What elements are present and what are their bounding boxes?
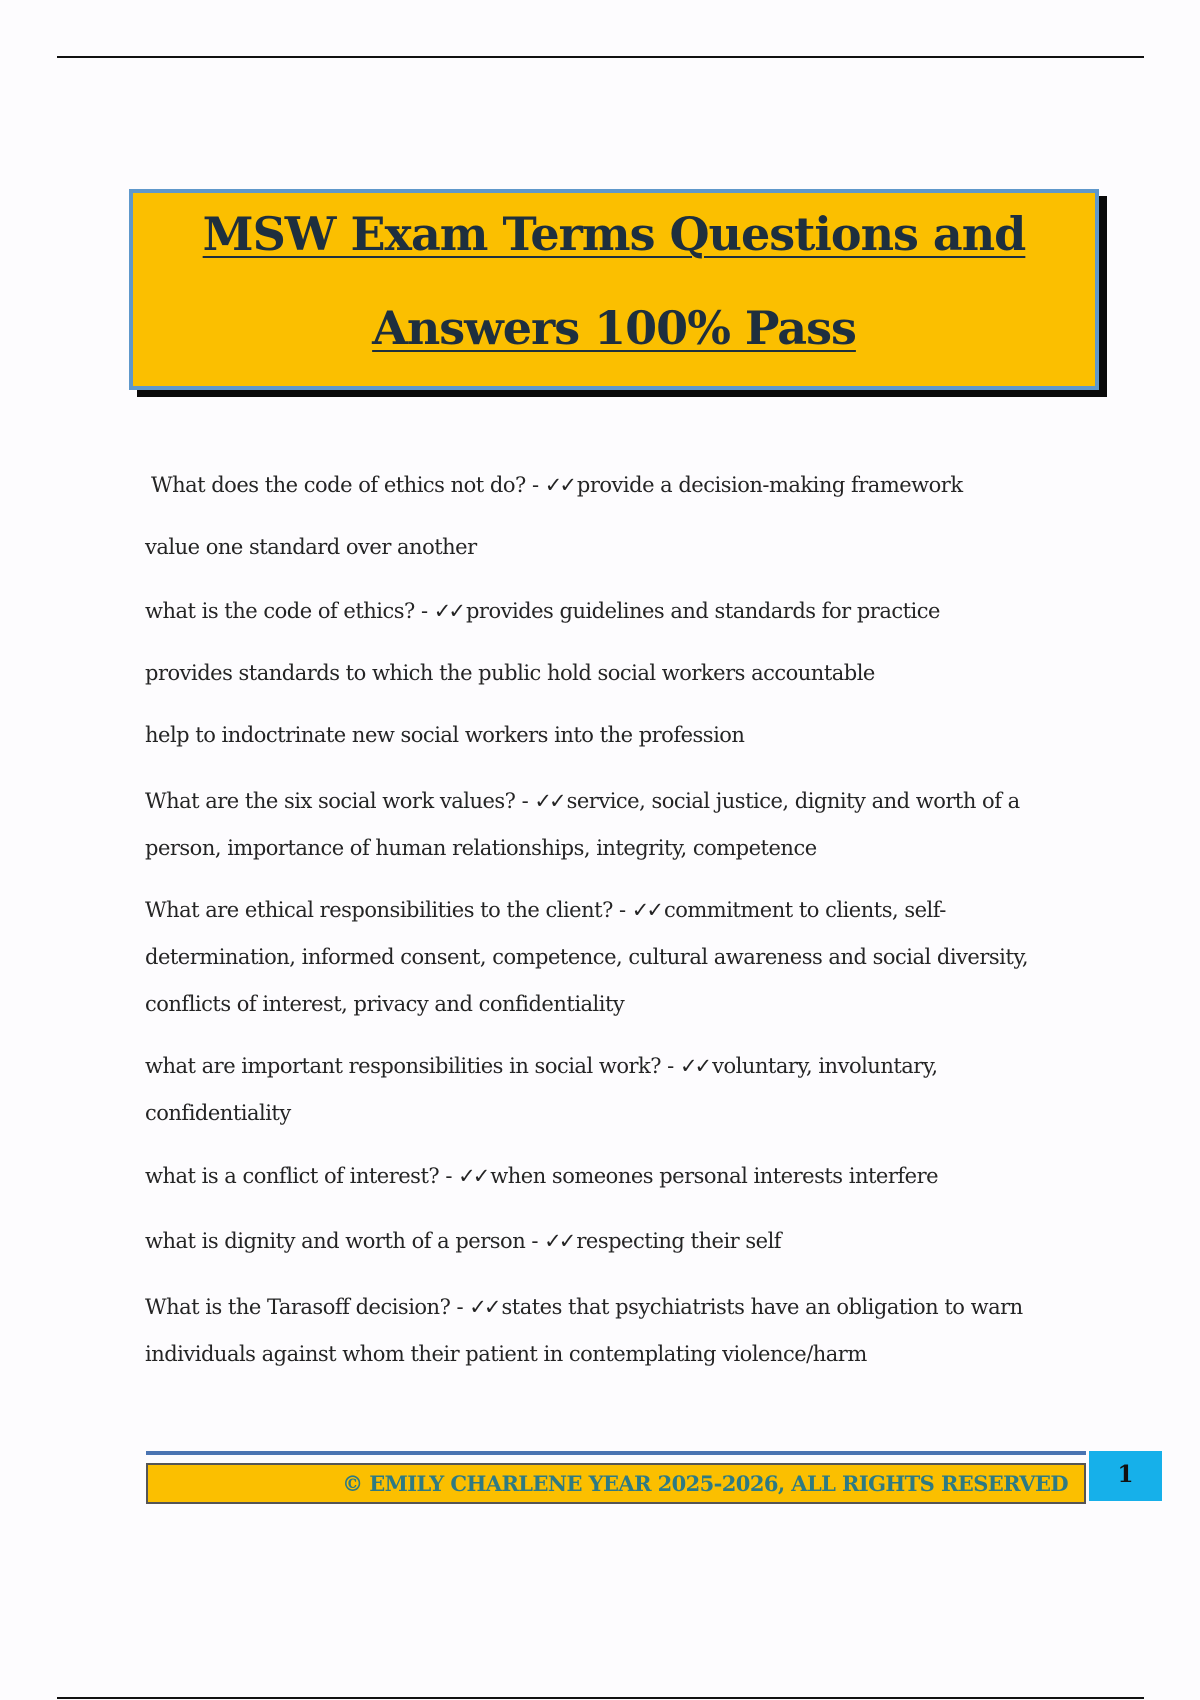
answer-text: determination, informed consent, competence, cultural awareness and social diversity,: [145, 945, 1029, 969]
answer-text: when someones personal interests interfere: [490, 1164, 939, 1188]
qa-item: [145, 1153, 1085, 1200]
check-mark-icon: ✓✓: [631, 898, 661, 922]
bottom-rule: [57, 1697, 1144, 1699]
check-mark-icon: ✓✓: [534, 789, 564, 813]
answer-text: provides guidelines and standards for practice: [465, 599, 940, 623]
answer-text: confidentiality: [145, 1101, 291, 1125]
answer-text: provides standards to which the public hold social workers accountable: [145, 661, 875, 685]
question-text: What is the Tarasoff decision? -: [145, 1295, 470, 1319]
answer-text: individuals against whom their patient in contemplating violence/harm: [145, 1342, 867, 1366]
question-text: what is dignity and worth of a person -: [145, 1229, 545, 1253]
answer-text: help to indoctrinate new social workers into the profession: [145, 723, 745, 747]
question-text: what are important responsibilities in social work? -: [145, 1054, 680, 1078]
qa-item: [145, 1043, 1085, 1090]
check-mark-icon: ✓✓: [679, 1054, 710, 1078]
qa-item: [151, 462, 1091, 509]
answer-text: provide a decision-making framework: [576, 473, 963, 497]
answer-line: [145, 524, 1085, 571]
answer-line: [145, 712, 1085, 759]
check-mark-icon: ✓✓: [458, 1164, 488, 1188]
qa-item: [145, 1284, 1085, 1331]
answer-text: commitment to clients, self-: [663, 898, 946, 922]
question-text: what is the code of ethics? -: [145, 599, 434, 623]
answer-text: value one standard over another: [145, 535, 477, 559]
page-number: 1: [1089, 1451, 1162, 1501]
answer-continuation: [145, 1331, 1085, 1378]
answer-text: service, social justice, dignity and worth of a: [566, 789, 1020, 813]
copyright-notice: © EMILY CHARLENE YEAR 2025-2026, ALL RIGHTS RESERVED: [146, 1463, 1086, 1504]
answer-continuation: [145, 934, 1085, 981]
check-mark-icon: ✓✓: [544, 1229, 574, 1253]
question-text: What are ethical responsibilities to the client? -: [145, 898, 632, 922]
answer-continuation: [145, 825, 1085, 872]
document-title-line-1: MSW Exam Terms Questions and: [202, 207, 1026, 261]
qa-item: [145, 1218, 1085, 1265]
answer-text: voluntary, involuntary,: [712, 1054, 938, 1078]
answer-text: respecting their self: [576, 1229, 782, 1253]
document-title-line-2: Answers 100% Pass: [372, 301, 856, 355]
qa-item: [145, 778, 1085, 825]
check-mark-icon: ✓✓: [544, 473, 574, 497]
answer-line: [145, 650, 1085, 697]
answer-continuation: [145, 1090, 1085, 1137]
qa-item: [145, 887, 1085, 934]
question-text: what is a conflict of interest? -: [145, 1164, 459, 1188]
top-rule: [57, 56, 1144, 58]
answer-continuation: [145, 981, 1085, 1028]
check-mark-icon: ✓✓: [469, 1295, 499, 1319]
check-mark-icon: ✓✓: [433, 599, 463, 623]
question-text: What does the code of ethics not do? -: [151, 473, 545, 497]
question-text: What are the six social work values? -: [145, 789, 535, 813]
answer-text: person, importance of human relationships, integrity, competence: [145, 836, 817, 860]
answer-text: states that psychiatrists have an obligation to warn: [501, 1295, 1023, 1319]
footer: [146, 1451, 1086, 1504]
title-banner: [129, 189, 1099, 390]
qa-item: [145, 588, 1085, 635]
answer-text: conflicts of interest, privacy and confidentiality: [145, 992, 625, 1016]
